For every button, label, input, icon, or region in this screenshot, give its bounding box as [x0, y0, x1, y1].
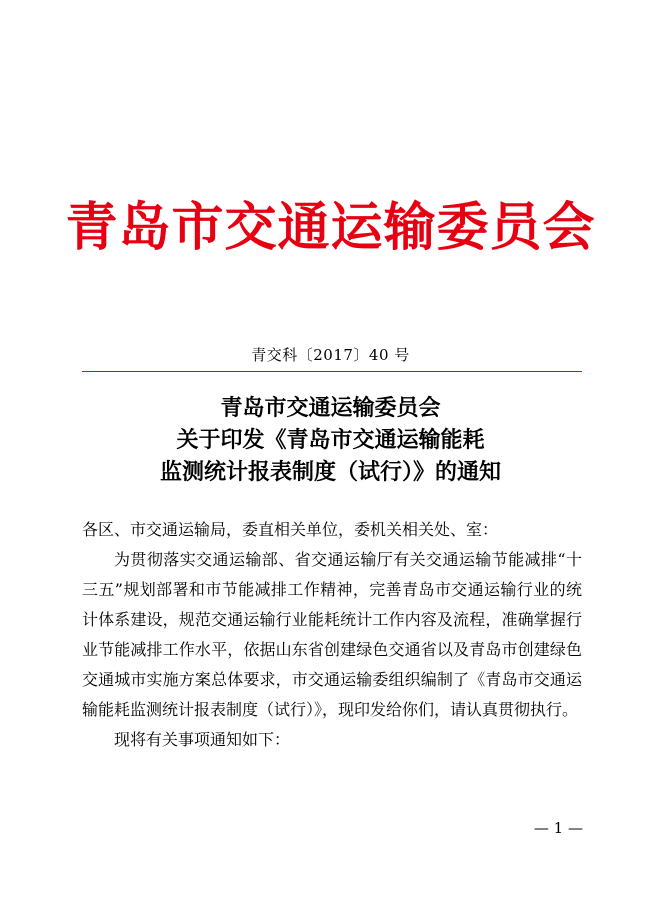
title-line-1: 青岛市交通运输委员会	[220, 396, 441, 421]
page-number: — 1 —	[533, 819, 583, 837]
body-paragraph-1: 为贯彻落实交通运输部、省交通运输厅有关交通运输节能减排“十三五”规划部署和市节能减排工作精神，完善青岛市交通运输行业的统计体系建设，规范交通运输行业能耗统计工作内容及流程，准确掌握行业节能减排工作水平，依据山东省创建绿色交通省以及青岛市创建绿色交通城市实施方案总体要求，市交通运输委组织编制了《青岛市交通运输能耗监测统计报表制度（试行）》，现印发给你们，请认真贯彻执行。	[82, 550, 582, 719]
document-title	[0, 393, 661, 489]
title-line-3: 监测统计报表制度（试行）》的通知	[159, 460, 501, 485]
title-line-2: 关于印发《青岛市交通运输能耗	[176, 428, 485, 453]
document-number: 青交科〔2017〕40 号	[251, 346, 410, 364]
body-paragraph-2: 现将有关事项通知如下：	[114, 730, 291, 749]
red-divider-line	[82, 371, 582, 372]
document-body	[82, 515, 582, 755]
issuing-org-header: 青岛市交通运输委员会	[65, 197, 596, 258]
salutation: 各区、市交通运输局，委直相关单位，委机关相关处、室：	[82, 520, 499, 539]
